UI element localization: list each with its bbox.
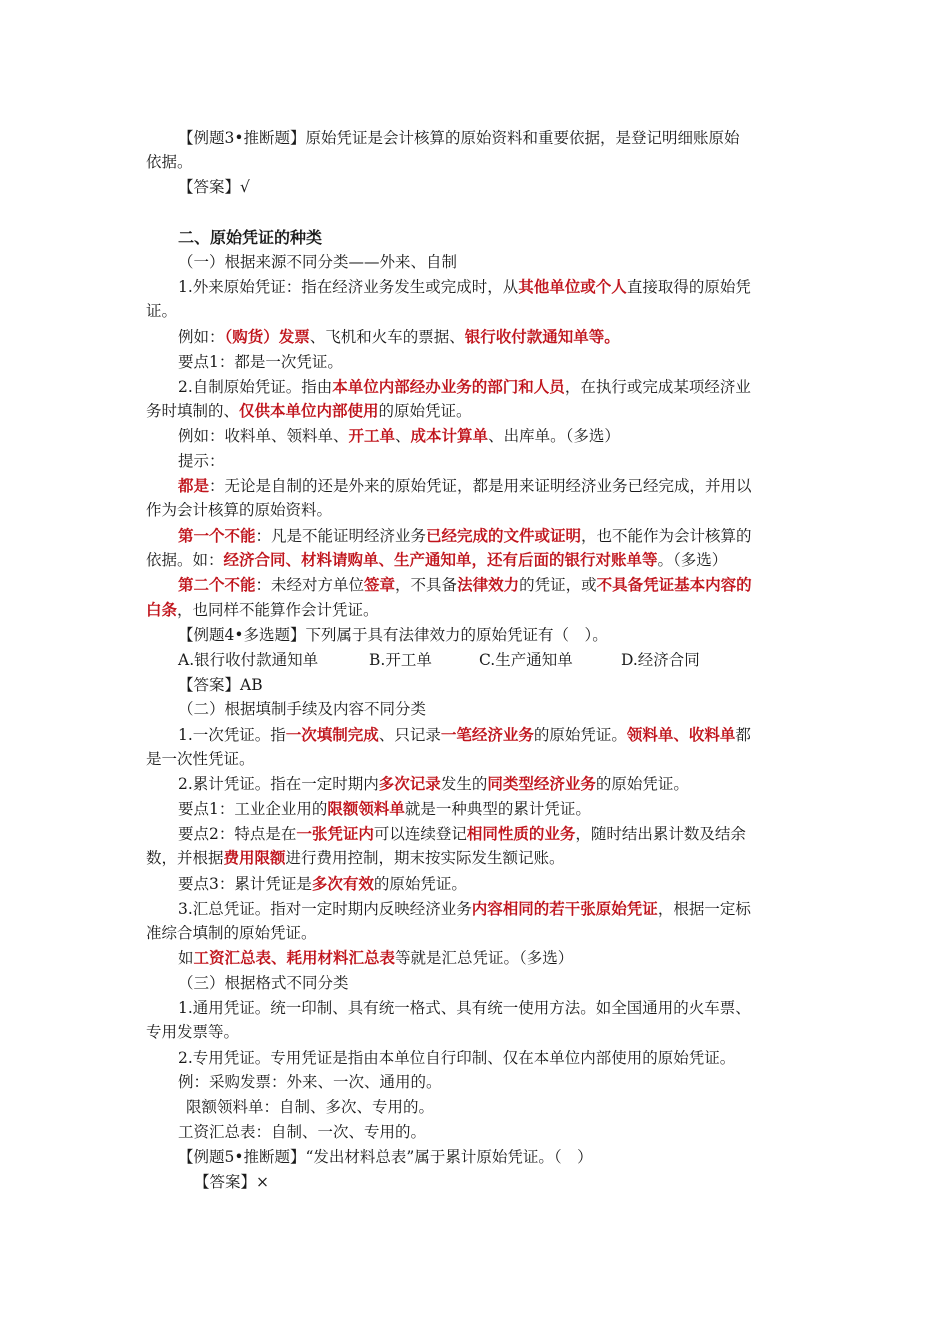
paragraph-line: 1.外来原始凭证：指在经济业务发生或完成时，从其他单位或个人直接取得的原始凭 <box>178 277 751 296</box>
paragraph-line: 例：采购发票：外来、一次、通用的。 <box>178 1073 442 1091</box>
paragraph-line: 第一个不能：凡是不能证明经济业务已经完成的文件或证明，也不能作为会计核算的 <box>178 526 752 545</box>
example-5-question: 【例题5•推断题】“发出材料总表”属于累计原始凭证。（ ） <box>178 1148 593 1166</box>
subsection-heading-3: （三）根据格式不同分类 <box>178 974 349 992</box>
paragraph-line: 作为会计核算的原始资料。 <box>146 501 333 519</box>
paragraph-line: 例如：收料单、领料单、开工单、成本计算单、出库单。（多选） <box>178 426 620 445</box>
option-a: A.银行收付款通知单 <box>178 651 319 669</box>
paragraph-line: 务时填制的、仅供本单位内部使用的原始凭证。 <box>146 401 472 420</box>
section-heading: 二、原始凭证的种类 <box>178 228 323 247</box>
paragraph-line: 是一次性凭证。 <box>146 750 255 768</box>
example-3-question-cont: 依据。 <box>146 153 193 171</box>
paragraph-line: 1.通用凭证。统一印制、具有统一格式、具有统一使用方法。如全国通用的火车票、 <box>178 999 751 1017</box>
paragraph-line: 白条，也同样不能算作会计凭证。 <box>146 600 379 619</box>
paragraph-line: 准综合填制的原始凭证。 <box>146 924 317 942</box>
example-3-question: 【例题3•推断题】原始凭证是会计核算的原始资料和重要依据，是登记明细账原始 <box>178 129 740 147</box>
paragraph-line: 1.一次凭证。指一次填制完成、只记录一笔经济业务的原始凭证。领料单、收料单都 <box>178 725 751 744</box>
paragraph-line: 专用发票等。 <box>146 1023 240 1041</box>
example-5-answer: 【答案】× <box>194 1173 269 1191</box>
subsection-heading-1: （一）根据来源不同分类——外来、自制 <box>178 253 458 271</box>
paragraph-line: 第二个不能：未经对方单位签章，不具备法律效力的凭证，或不具备凭证基本内容的 <box>178 575 752 594</box>
paragraph-line: 要点1：都是一次凭证。 <box>178 353 343 371</box>
paragraph-line: 2.专用凭证。专用凭证是指由本单位自行印制、仅在本单位内部使用的原始凭证。 <box>178 1049 736 1067</box>
paragraph-line: 2.自制原始凭证。指由本单位内部经办业务的部门和人员，在执行或完成某项经济业 <box>178 377 751 396</box>
paragraph-line: 例如：（购货）发票、飞机和火车的票据、银行收付款通知单等。 <box>178 327 620 346</box>
paragraph-line: 2.累计凭证。指在一定时期内多次记录发生的同类型经济业务的原始凭证。 <box>178 774 689 793</box>
paragraph-line: 工资汇总表：自制、一次、专用的。 <box>178 1123 427 1141</box>
example-3-answer: 【答案】√ <box>178 178 250 196</box>
option-b: B.开工单 <box>369 651 432 669</box>
subsection-heading-2: （二）根据填制手续及内容不同分类 <box>178 700 427 718</box>
paragraph-line: 要点1：工业企业用的限额领料单就是一种典型的累计凭证。 <box>178 799 591 818</box>
paragraph-line: 要点2：特点是在一张凭证内可以连续登记相同性质的业务，随时结出累计数及结余 <box>178 824 746 843</box>
paragraph-line: 证。 <box>146 302 178 320</box>
paragraph-line: 数，并根据费用限额进行费用控制，期末按实际发生额记账。 <box>146 848 565 867</box>
paragraph-line: 限额领料单：自制、多次、专用的。 <box>186 1098 435 1116</box>
paragraph-line: 如工资汇总表、耗用材料汇总表等就是汇总凭证。（多选） <box>178 948 574 967</box>
example-4-answer: 【答案】AB <box>178 676 263 694</box>
example-4-question: 【例题4•多选题】下列属于具有法律效力的原始凭证有（ ）。 <box>178 626 608 644</box>
paragraph-line: 要点3：累计凭证是多次有效的原始凭证。 <box>178 874 467 893</box>
paragraph-line: 提示： <box>178 452 225 470</box>
paragraph-line: 3.汇总凭证。指对一定时期内反映经济业务内容相同的若干张原始凭证，根据一定标 <box>178 899 751 918</box>
option-c: C.生产通知单 <box>479 651 573 669</box>
paragraph-line: 依据。如：经济合同、材料请购单、生产通知单，还有后面的银行对账单等。（多选） <box>146 550 728 569</box>
option-d: D.经济合同 <box>621 651 700 669</box>
paragraph-line: 都是：无论是自制的还是外来的原始凭证，都是用来证明经济业务已经完成，并用以 <box>178 476 752 495</box>
